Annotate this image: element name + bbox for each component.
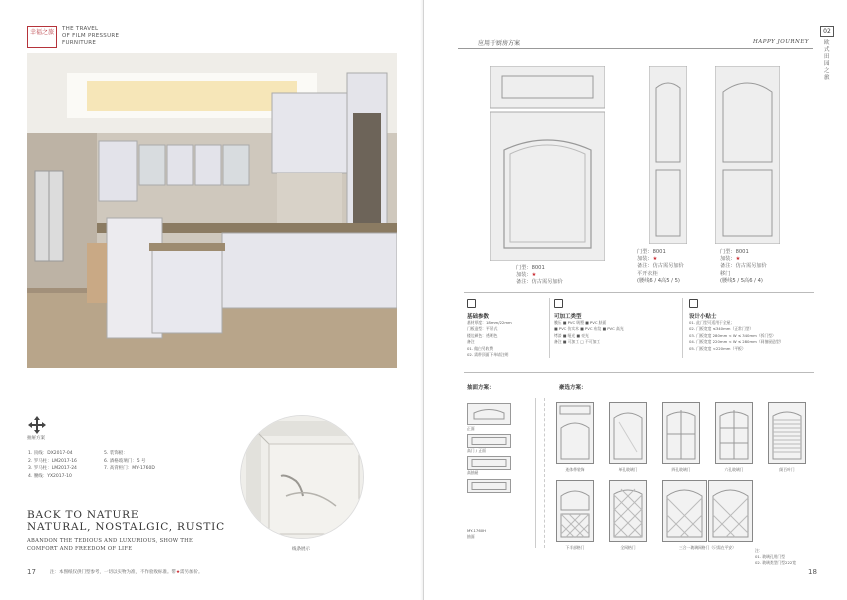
glass-door-1 — [556, 402, 594, 464]
drawer-sub-label: 抽面 — [467, 534, 475, 539]
design-tips-body: 01. 此门型可适用于全屋； 02. 门板宽度 ≤340mm（正常门型） 03. 门板宽度 280mm < W ≤ 340mm（拆门型） 04. 门板宽度 220mm < W ≤ 280mm（同抽屉造型） 05. 门板宽度 <220mm（平板） — [689, 320, 784, 351]
spec-list-2: 5. 装饰板： 6. 酒格玻璃门：5 号 7. 高背柜门：MY-1760D — [104, 451, 155, 471]
drawer-front-3 — [467, 455, 511, 469]
basic-params-title: 基础参数 — [467, 314, 490, 320]
design-tips-title: 设计小贴士 — [689, 314, 717, 320]
glass-door-2 — [609, 402, 647, 464]
section-divider-3 — [535, 398, 536, 548]
full-grid-door-label: 全网格门 — [620, 545, 636, 550]
drawer-front-3-label: 高抽屉 — [467, 470, 479, 475]
section-divider-1 — [549, 298, 550, 358]
tab-number: 02 — [820, 26, 834, 37]
glass-door-3 — [662, 402, 700, 464]
triple-grid-door-label: 三合一玻璃网格门（只需在平安） — [679, 545, 736, 550]
detail-closeup — [240, 415, 364, 539]
glass-door-3-label: 四孔玻璃门 — [671, 467, 691, 472]
section-rule-top — [464, 292, 814, 293]
brand-tagline: THE TRAVEL OF FILM PRESSURE FURNITURE — [62, 26, 120, 46]
spec-list-1: 1. 顶线：DX2017-04 2. 罗马柱：LM2017-16 3. 罗马柱：LM2017-24 4. 腰线：YX2017-10 — [28, 451, 77, 479]
glass-door-1-label: 连体带装饰 — [565, 467, 585, 472]
drawer-front-2-label: 高门 / 正面 — [467, 448, 486, 453]
section-header: 应用于厨房方案 — [478, 40, 521, 47]
section-rule-mid — [464, 372, 814, 373]
right-page — [424, 0, 847, 600]
door-8001-sliding — [715, 66, 780, 244]
glass-scheme-title: 豪选方案： — [559, 385, 587, 391]
section-divider-2 — [682, 298, 683, 358]
vertical-title: 欧式田园之旅 — [824, 40, 830, 81]
page-number-right: 18 — [808, 568, 817, 576]
subtitle: ABANDON THE TEDIOUS AND LUXURIOUS, SHOW THE COMFORT AND FREEDOM OF LIFE — [27, 538, 194, 552]
drawer-scheme-caption: 抽屉方案 — [27, 436, 45, 441]
drawer-model-label: MY-1760H — [467, 528, 487, 533]
page-number-left: 17 — [27, 568, 36, 576]
detail-caption: 线条展示 — [292, 547, 310, 552]
drawer-front-2 — [467, 433, 511, 447]
footnote-left: 注：本图纸仅供门型参考，一切以实物为准，不作验收标准。带★需另加价。 — [50, 570, 203, 575]
tips-icon — [689, 299, 698, 308]
louver-door — [768, 402, 806, 464]
journey-label: HAPPY JOURNEY — [753, 39, 809, 45]
drawer-scheme-title: 抽面方案： — [467, 385, 495, 391]
door3-caption: 门型：8001 加装：★ 备注：仿古需另加价 移门 (腰线5 / 5高6 / 4) — [720, 249, 767, 284]
glass-door-4-label: 六孔玻璃门 — [724, 467, 744, 472]
section-divider-4 — [544, 398, 545, 548]
right-notes: 注： 01. 玻璃孔用门型 02. 玻璃类型门型222宽 — [755, 548, 797, 565]
glass-door-4 — [715, 402, 753, 464]
brand-logo: 幸福之旅 — [27, 26, 57, 48]
door-8001-kitchen — [490, 66, 605, 261]
door1-caption: 门型：8001 加装：★ 备注：仿古需另加价 — [516, 265, 563, 286]
louver-door-label: 阁百叶门 — [779, 467, 795, 472]
glass-door-2-label: 单孔玻璃门 — [618, 467, 638, 472]
kitchen-photo — [27, 53, 397, 368]
craft-types-body: 膜压 ■ PVC 吸塑 ■ PVC 肤面 ■ PVC 仿实木 ■ PVC 布纹 ■ PVC 高光 烤漆 ■ 哑光 ■ 亮光 备注 ■ 可加工 □ 不可加工 — [554, 320, 624, 345]
drawer-front-1 — [467, 403, 511, 425]
parameter-icon — [467, 299, 476, 308]
craft-icon — [554, 299, 563, 308]
drawer-front-1-label: 正面 — [467, 426, 475, 431]
door-8001-wardrobe — [649, 66, 687, 244]
title-line-2: NATURAL, NOSTALGIC, RUSTIC — [27, 521, 225, 533]
craft-types-title: 可加工类型 — [554, 314, 582, 320]
header-rule — [458, 48, 813, 49]
title-line-1: BACK TO NATURE — [27, 509, 140, 521]
triple-grid-door — [662, 480, 753, 542]
basic-params-body: 基材厚度：18mm/22mm 门板造型：平吊式 楼边颜色：透明色 备注 01. 做白另收费 02. 需带顶面下单请注明 — [467, 320, 512, 358]
full-grid-door — [609, 480, 647, 542]
drawer-scheme-icon — [28, 416, 46, 434]
door2-caption: 门型：8001 加装：★ 备注：仿古需另加价 平开衣柜 (腰线6 / 4高5 / 5) — [637, 249, 684, 284]
lower-grid-door-label: 下半部格门 — [565, 545, 585, 550]
lower-grid-door — [556, 480, 594, 542]
drawer-front-4 — [467, 478, 511, 492]
